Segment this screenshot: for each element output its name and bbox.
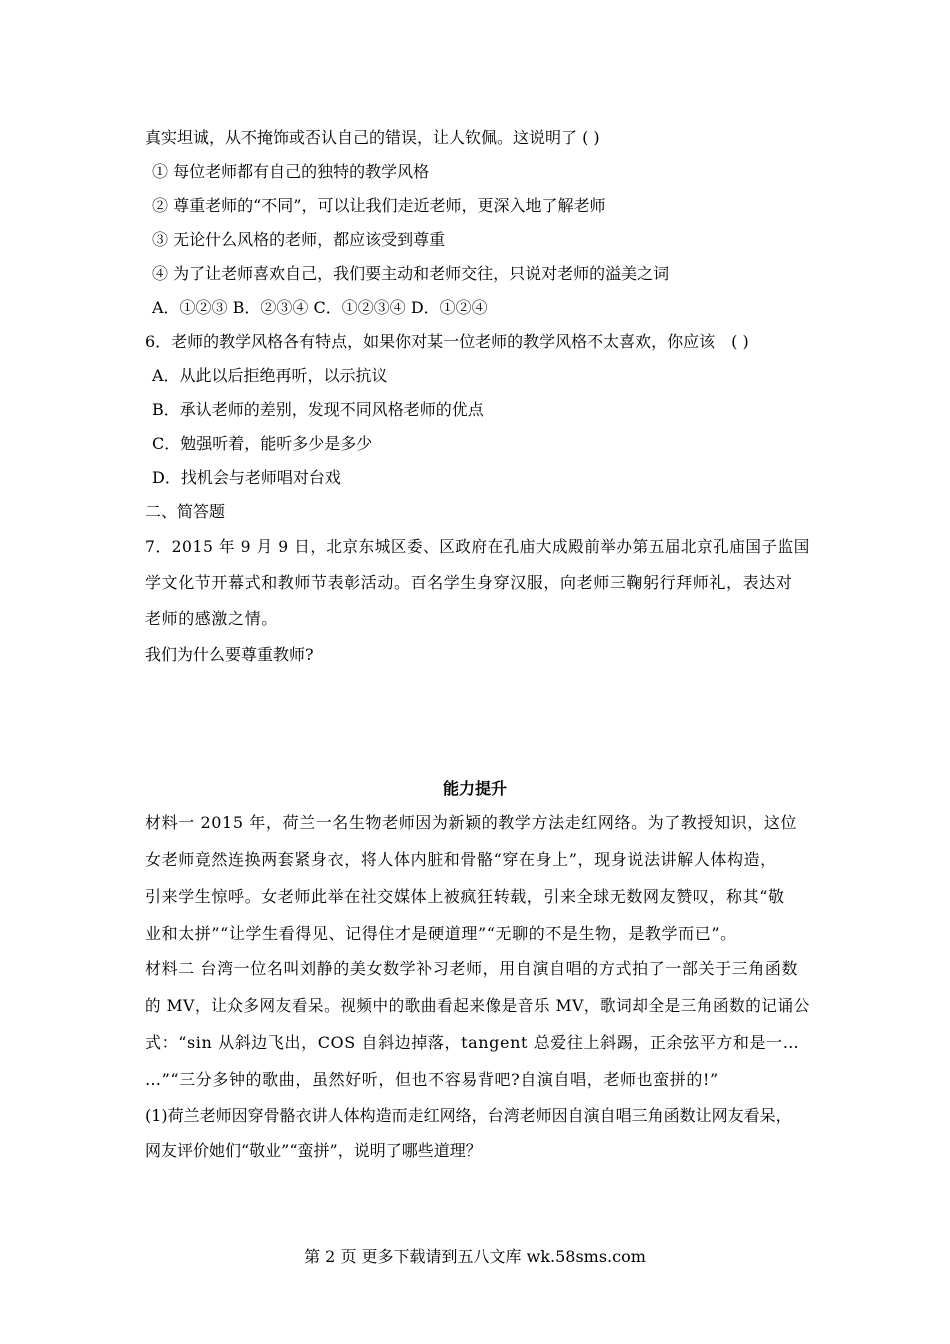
q5-answer-choices: A．①②③ B．②③④ C．①②③④ D．①②④ bbox=[152, 298, 488, 317]
material1-line-4: 业和太拼”“让学生看得见、记得住才是硬道理”“无聊的不是生物，是教学而已”。 bbox=[145, 924, 737, 943]
material1-line-1: 材料一 2015 年，荷兰一名生物老师因为新颖的教学方法走红网络。为了教授知识，这位 bbox=[145, 813, 798, 832]
q5-option-2: ② 尊重老师的“不同”，可以让我们走近老师，更深入地了解老师 bbox=[152, 196, 606, 215]
q7-text-line-2: 学文化节开幕式和教师节表彰活动。百名学生身穿汉服，向老师三鞠躬行拜师礼，表达对 bbox=[145, 573, 793, 592]
q7-text-line-1: 7．2015 年 9 月 9 日，北京东城区委、区政府在孔庙大成殿前举办第五届北京孔庙国子监国 bbox=[145, 537, 810, 556]
material2-line-2: 的 MV，让众多网友看呆。视频中的歌曲看起来像是音乐 MV，歌词却全是三角函数的记诵公 bbox=[145, 996, 810, 1015]
q6-option-b: B．承认老师的差别，发现不同风格老师的优点 bbox=[152, 400, 484, 419]
material2-line-3: 式：“sin 从斜边飞出，COS 自斜边掉落，tangent 总爱往上斜踢，正余弦平方和是一… bbox=[145, 1033, 800, 1052]
q6-option-d: D．找机会与老师唱对台戏 bbox=[152, 468, 341, 487]
material2-line-1: 材料二 台湾一位名叫刘静的美女数学补习老师，用自演自唱的方式拍了一部关于三角函数 bbox=[145, 959, 799, 978]
question-1-line-2: 网友评价她们“敬业”“蛮拼”，说明了哪些道理？ bbox=[145, 1141, 482, 1160]
material1-line-3: 引来学生惊呼。女老师此举在社交媒体上被疯狂转载，引来全球无数网友赞叹，称其“敬 bbox=[145, 887, 785, 906]
material1-line-2: 女老师竟然连换两套紧身衣，将人体内脏和骨骼“穿在身上”，现身说法讲解人体构造， bbox=[145, 850, 777, 869]
q5-stem-continuation: 真实坦诚，从不掩饰或否认自己的错误，让人钦佩。这说明了 ( ) bbox=[145, 128, 600, 147]
q7-question: 我们为什么要尊重教师? bbox=[145, 645, 314, 664]
q7-text-line-3: 老师的感激之情。 bbox=[145, 609, 278, 628]
q6-option-a: A．从此以后拒绝再听，以示抗议 bbox=[152, 366, 388, 385]
q5-option-4: ④ 为了让老师喜欢自己，我们要主动和老师交往，只说对老师的溢美之词 bbox=[152, 264, 670, 283]
material2-line-4: …”“三分多钟的歌曲，虽然好听，但也不容易背吧?自演自唱，老师也蛮拼的!” bbox=[145, 1070, 719, 1089]
q6-stem: 6．老师的教学风格各有特点，如果你对某一位老师的教学风格不太喜欢，你应该 ( ) bbox=[145, 332, 749, 351]
q5-option-1: ① 每位老师都有自己的独特的教学风格 bbox=[152, 162, 430, 181]
question-1-line-1: (1)荷兰老师因穿骨骼衣讲人体构造而走红网络，台湾老师因自演自唱三角函数让网友看呆， bbox=[145, 1106, 792, 1125]
section-title: 能力提升 bbox=[442, 779, 507, 798]
page-footer: 第 2 页 更多下载请到五八文库 wk.58sms.com bbox=[304, 1247, 646, 1266]
q6-option-c: C．勉强听着，能听多少是多少 bbox=[152, 434, 373, 453]
section-heading-short-answer: 二、简答题 bbox=[145, 502, 226, 521]
q5-option-3: ③ 无论什么风格的老师，都应该受到尊重 bbox=[152, 230, 446, 249]
